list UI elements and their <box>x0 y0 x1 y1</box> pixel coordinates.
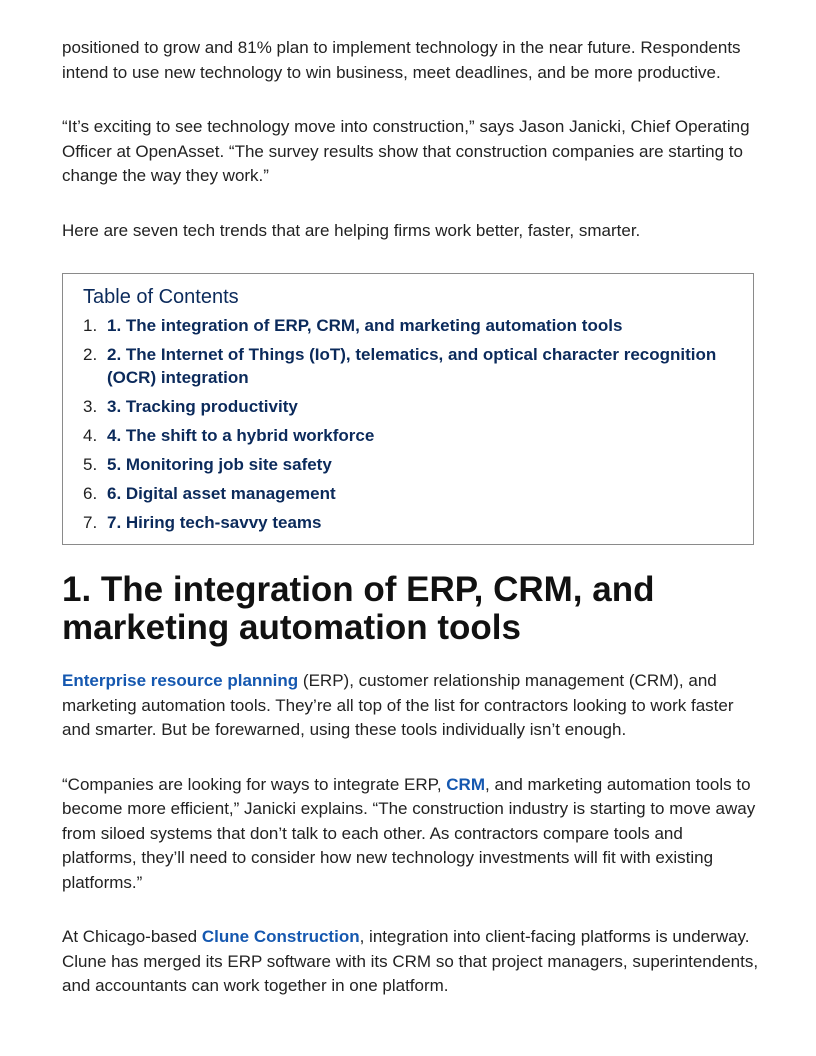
toc-item-number: 5. <box>83 455 98 474</box>
toc-item-5 <box>83 453 733 476</box>
crm-link[interactable]: CRM <box>446 774 485 794</box>
paragraph-text: , and marketing automation tools to become more efficient,” Janicki explains. “The construction industry is starting to move away from siloed systems that don’t talk to each other. As contractors compare tools and platforms, they’ll need to consider how new technology investments will fit with existing platforms.” <box>62 774 756 892</box>
toc-title: Table of Contents <box>83 286 239 308</box>
toc-item-number: 2. <box>83 345 98 364</box>
toc-link-iot[interactable]: 2. The Internet of Things (IoT), telematics, and optical character recognition (OCR) integration <box>107 345 717 387</box>
toc-link-hiring[interactable]: 7. Hiring tech-savvy teams <box>107 513 322 532</box>
toc-item-number: 6. <box>83 484 98 503</box>
paragraph-text: At Chicago-based <box>62 927 202 946</box>
section-1-heading: 1. The integration of ERP, CRM, and marketing automation tools <box>62 570 655 647</box>
toc-item-6 <box>83 482 733 505</box>
toc-item-number: 3. <box>83 397 98 416</box>
toc-link-productivity[interactable]: 3. Tracking productivity <box>107 397 298 416</box>
section-1-paragraph-2 <box>62 773 762 896</box>
toc-item-number: 7. <box>83 513 98 532</box>
toc-item-2 <box>83 343 733 389</box>
toc-link-erp-crm[interactable]: 1. The integration of ERP, CRM, and marketing automation tools <box>107 316 623 335</box>
toc-item-1 <box>83 314 733 337</box>
toc-item-7 <box>83 511 733 534</box>
article-page <box>62 36 762 1029</box>
toc-item-4 <box>83 424 733 447</box>
clune-construction-link[interactable]: Clune Construction <box>201 927 360 946</box>
erp-link[interactable]: Enterprise resource planning <box>62 671 299 690</box>
toc-item-3 <box>83 395 733 418</box>
paragraph-text: , integration into client-facing platforms is underway. Clune has merged its ERP software with its CRM so that project managers, superintendents, and accountants can work together in one platform. <box>62 927 759 995</box>
toc-link-job-site-safety[interactable]: 5. Monitoring job site safety <box>107 455 332 474</box>
section-1-paragraph-3 <box>62 925 762 999</box>
paragraph-text: (ERP), customer relationship management (CRM), and marketing automation tools. They’re all top of the list for contractors looking to work faster and smarter. But be forewarned, using these tools individually isn’t enough. <box>62 671 734 739</box>
intro-paragraph-1: positioned to grow and 81% plan to implement technology in the near future. Respondents intend to use new technology to win business, meet deadlines, and be more productive. <box>62 38 741 82</box>
toc-list <box>83 314 733 534</box>
intro-paragraph-2: “It’s exciting to see technology move into construction,” says Jason Janicki, Chief Operating Officer at OpenAsset. “The survey results show that construction companies are starting to change the way they work.” <box>62 117 750 185</box>
toc-link-digital-asset-management[interactable]: 6. Digital asset management <box>107 484 336 503</box>
toc-item-number: 4. <box>83 426 98 445</box>
paragraph-text: “Companies are looking for ways to integrate ERP, <box>62 774 447 794</box>
toc-item-number: 1. <box>83 316 98 335</box>
table-of-contents <box>62 273 754 545</box>
section-1 <box>62 571 762 999</box>
toc-link-hybrid-workforce[interactable]: 4. The shift to a hybrid workforce <box>107 426 375 445</box>
section-1-paragraph-1 <box>62 669 762 743</box>
intro-paragraph-3: Here are seven tech trends that are helping firms work better, faster, smarter. <box>62 220 641 240</box>
